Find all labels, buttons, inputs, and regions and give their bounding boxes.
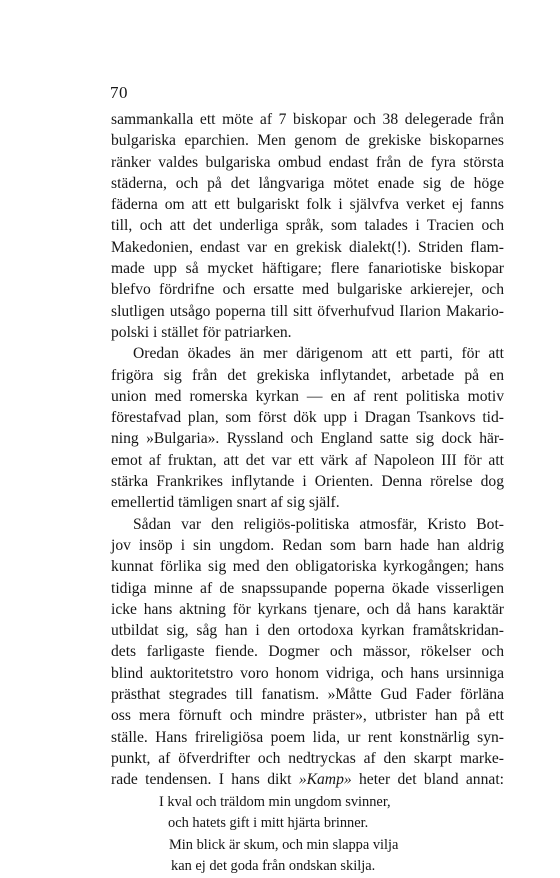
text-line: förestafvad plan, som först dök upp i Dragan Tsankovs tid- [111, 409, 504, 427]
poem-line: Min blick är skum, och min slappa vilja [169, 836, 399, 853]
poem-intro-line [111, 769, 504, 790]
text-line: bulgariska eparchien. Men genom de grekiske biskoparnes [111, 132, 504, 150]
text-line: kunnat förlika sig med den obligatoriska kyrkogången; hans [111, 558, 504, 576]
text-line: emot af fruktan, att det var ett värk af Napoleon III för att [111, 451, 504, 469]
text-line: made upp så mycket häftigare; flere fanariotiske biskopar [111, 260, 504, 278]
text-line: ställe. Hans frireligiösa poem lida, ur rent konstnärlig syn- [111, 728, 504, 746]
paragraph-end-line: polski i stället för patriarken. [111, 323, 292, 341]
paragraph-end-line: emellertid tämligen snart af sig själf. [111, 494, 340, 512]
intro-text-end: heter det bland annat: [351, 771, 504, 789]
text-line: sammankalla ett möte af 7 biskopar och 38 delegerade från [111, 111, 504, 128]
text-line: union med romerska kyrkan — en af rent politiska motiv [111, 387, 504, 405]
paragraph-start-line: Sådan var den religiös-politiska atmosfär, Kristo Bot- [133, 515, 504, 533]
text-line: dets farligaste fiende. Dogmer och mässor, rökelser och [111, 643, 504, 661]
poem-line: och hatets gift i mitt hjärta brinner. [168, 815, 369, 832]
poem-line: I kval och träldom min ungdom svinner, [159, 793, 391, 810]
text-line: slutligen utsågo poperna till sitt öfverhufvud Ilarion Makario- [111, 302, 504, 320]
paragraph-start-line: Oredan ökades än mer därigenom att ett parti, för att [133, 345, 504, 363]
text-line: ränker valdes bulgariska ombud endast från de fyra största [111, 153, 504, 171]
text-line: oss mera förnuft och mindre präster», utbrister han på ett [111, 707, 504, 725]
text-line: stärka Frankrikes inflytande i Orienten. Denna rörelse dog [111, 473, 504, 491]
poem-line: kan ej det goda från ondskan skilja. [171, 858, 376, 875]
page-number: 70 [110, 83, 128, 102]
text-line: städerna, och på det långvariga mötet enade sig de höge [111, 174, 504, 192]
text-line: jov insöp i sin ungdom. Redan som barn hade han aldrig [111, 536, 504, 554]
poem-block [111, 792, 504, 878]
poem-title: »Kamp» [298, 771, 352, 789]
intro-text: rade tendensen. I hans dikt [111, 771, 299, 789]
text-line: tidiga minne af de snapssupande poperna ökade visserligen [111, 579, 504, 597]
text-line: prästhat stegrades till fanatism. »Måtte Gud Fader förläna [111, 686, 504, 704]
text-line: till, och att det underliga språk, som talades i Tracien och [111, 217, 504, 235]
text-line: frigöra sig från det grekiska inflytandet, arbetade på en [111, 366, 504, 384]
text-line: utbildat sig, såg han i den ortodoxa kyrkan framåtskridan- [111, 622, 504, 640]
text-line: blind auktoritetstro voro honom vidriga, och hans ursinniga [111, 664, 504, 682]
body-text [111, 109, 504, 878]
text-line: Makedonien, endast var en grekisk dialekt(!). Striden flam- [111, 238, 504, 256]
text-line: ning »Bulgaria». Ryssland och England satte sig dock här- [111, 430, 504, 448]
text-line: icke hans aktning för kyrkans tjenare, och då hans karaktär [111, 600, 504, 618]
text-line: punkt, af öfverdrifter och nedtryckas af den skarpt marke- [111, 749, 504, 767]
text-line: blefvo fördrifne och ersatte med bulgariske arkierejer, och [111, 281, 504, 299]
text-line: fäderna om att ett bulgariskt folk i självfva verket ej fanns [111, 196, 504, 214]
